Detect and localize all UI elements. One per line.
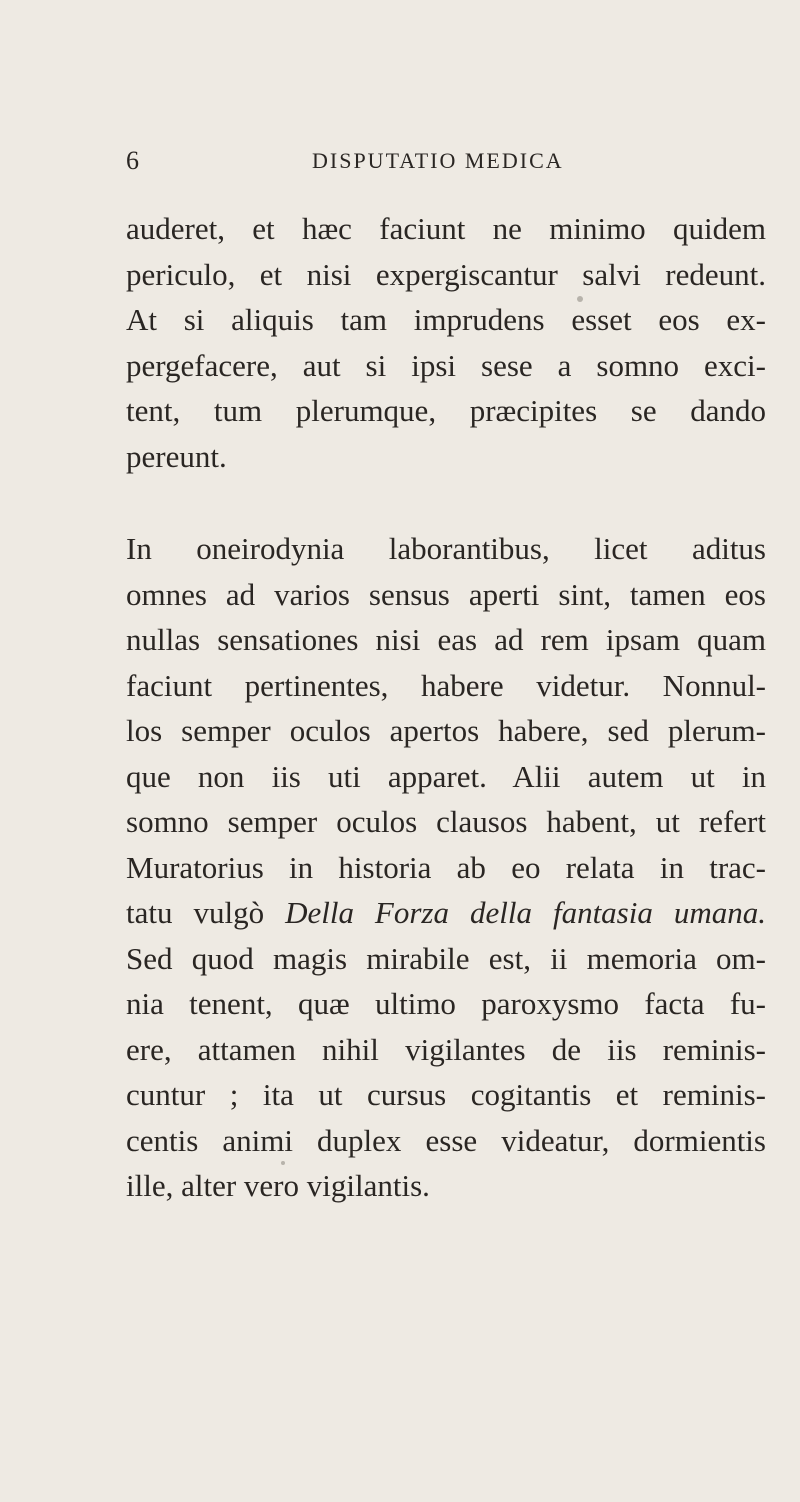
text-line: faciunt pertinentes, habere videtur. Nonnul-	[126, 667, 766, 703]
book-title-italic: Della Forza della fantasia umana.	[285, 895, 766, 930]
text-line: Muratorius in historia ab eo relata in trac-	[126, 849, 766, 885]
text-line: nia tenent, quæ ultimo paroxysmo facta fu-	[126, 986, 766, 1021]
text-line: ille, alter vero vigilantis.	[126, 1168, 430, 1203]
text-line: auderet, et hæc faciunt ne minimo quidem	[126, 211, 766, 246]
text-line: In oneirodynia laborantibus, licet aditus	[126, 531, 766, 566]
paragraph-1	[126, 206, 766, 479]
text-line: que non iis uti apparet. Alii autem ut in	[126, 758, 766, 794]
paper-speck	[281, 1161, 285, 1165]
text-line: Sed quod magis mirabile est, ii memoria om-	[126, 940, 766, 976]
text-line: pergefacere, aut si ipsi sese a somno exci-	[126, 347, 766, 383]
paragraph-2	[126, 526, 766, 1209]
text-line: somno semper oculos clausos habent, ut refert	[126, 804, 766, 839]
text-line: nullas sensationes nisi eas ad rem ipsam quam	[126, 622, 766, 657]
text-fragment: tatu vulgò	[126, 895, 286, 930]
page-number: 6	[126, 146, 139, 175]
text-line: cuntur ; ita ut cursus cogitantis et reminis-	[126, 1077, 766, 1112]
paper-speck	[577, 296, 583, 302]
text-line: pereunt.	[126, 438, 227, 474]
text-line: At si aliquis tam imprudens esset eos ex-	[126, 302, 766, 337]
text-line: omnes ad varios sensus aperti sint, tamen eos	[126, 576, 766, 612]
text-line: ere, attamen nihil vigilantes de iis reminis-	[126, 1031, 766, 1067]
text-line: centis animi duplex esse videatur, dormientis	[126, 1122, 766, 1158]
text-line: los semper oculos apertos habere, sed plerum-	[126, 713, 766, 748]
text-line: periculo, et nisi expergiscantur salvi redeunt.	[126, 256, 766, 292]
running-head: DISPUTATIO MEDICA	[312, 148, 564, 173]
text-line-with-title	[126, 890, 766, 936]
page-header	[126, 146, 776, 176]
text-line: tent, tum plerumque, præcipites se dando	[126, 393, 766, 428]
